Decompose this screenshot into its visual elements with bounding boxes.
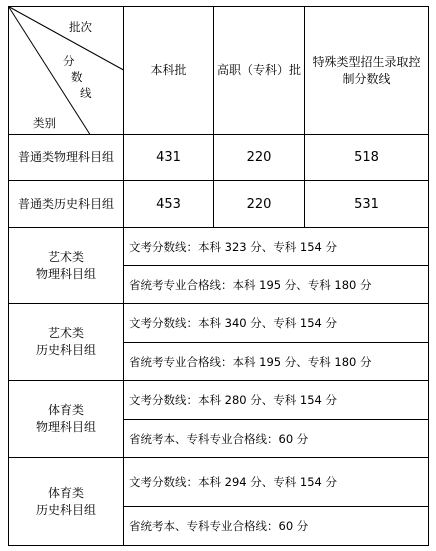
header-special-line-1: 特殊类型招生录取控 [312,54,421,69]
group-art-history-line-1: 文考分数线：本科 340 分、专科 154 分 [129,316,338,330]
header-batch-label: 批次 [69,20,92,34]
group-art-physics-label-1: 艺术类 [47,249,84,264]
group-sports-history-line-1: 文考分数线：本科 294 分、专科 154 分 [129,475,338,489]
header-score-char-1: 分 [63,54,75,68]
group-art-physics-label-2: 物理科目组 [35,266,96,281]
header-vocational: 高职（专科）批 [216,63,301,77]
row-physics-label: 普通类物理科目组 [17,150,114,164]
group-art-history-line-2: 省统考专业合格线：本科 195 分、专科 180 分 [129,354,372,369]
row-history-special: 531 [354,196,379,212]
group-sports-physics-label-1: 体育类 [47,403,84,417]
row-history-undergrad: 453 [156,196,181,212]
group-art-history-label-1: 艺术类 [47,326,84,340]
header-special [305,7,428,134]
group-sports-history-label-2: 历史科目组 [35,502,96,517]
header-score-char-2: 数 [71,70,83,84]
group-art-history-label [9,304,123,380]
group-art-physics-line-2: 省统考专业合格线：本科 195 分、专科 180 分 [129,277,372,292]
group-sports-physics-line-1: 文考分数线：本科 280 分、专科 154 分 [129,393,338,407]
group-sports-physics-label-2: 物理科目组 [35,420,96,434]
row-physics-special: 518 [354,150,379,165]
header-undergrad: 本科批 [150,63,187,77]
header-score-char-3: 线 [80,86,92,100]
group-sports-history-label [9,458,123,545]
row-history-vocational: 220 [246,196,272,212]
group-art-physics-label [9,228,123,303]
row-history-label: 普通类历史科目组 [17,196,114,211]
row-physics-vocational: 220 [246,150,272,165]
group-sports-physics-line-2: 省统考本、专科专业合格线：60 分 [129,431,309,446]
group-sports-history-line-2: 省统考本、专科专业合格线：60 分 [129,519,309,533]
group-sports-history-label-1: 体育类 [47,485,84,500]
row-physics-undergrad: 431 [156,150,181,165]
group-art-history-label-2: 历史科目组 [35,343,96,357]
group-art-physics-line-1: 文考分数线：本科 323 分、专科 154 分 [129,239,338,254]
header-special-line-2: 制分数线 [342,71,391,86]
header-category-label: 类别 [33,116,56,130]
group-sports-physics-label [9,381,123,457]
